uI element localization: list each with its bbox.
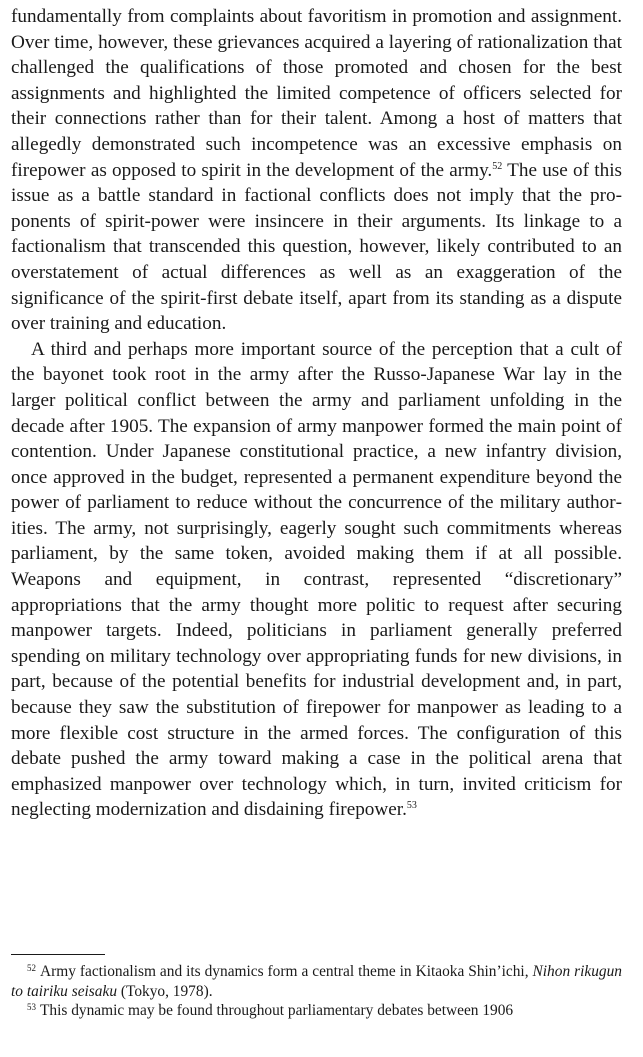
footnote-52-book-title: Nihon rikugun to tairiku seisaku [11, 963, 622, 1000]
footnote-53-number: 53 [27, 1002, 36, 1013]
note-reference-52[interactable]: 52 [492, 160, 503, 172]
paragraph-1-continuation: The use of this issue as a battle standard in factional conflicts does not imply that the proponents of spirit-power were insincere in their arguments. Its linkage to a factionalism that transcended this question, however, likely contributed to an overstatement of actual differences as well as an exaggeration of the significance of the spirit-first debate itself, apart from its standing as a dispute over training and education. [11, 159, 622, 335]
page-body [11, 4, 622, 823]
body-paragraph-2 [11, 337, 622, 823]
footnote-52-number: 52 [27, 963, 36, 973]
footnote-52-citation: (Tokyo, 1978). [117, 982, 213, 1000]
footnote-52 [11, 962, 622, 1001]
body-paragraph-1 [11, 4, 622, 337]
footnotes [11, 962, 622, 1021]
footnote-52-text: Army factionalism and its dynamics form a central theme in Kitaoka Shin’ichi, [40, 963, 533, 980]
footnote-53 [11, 1001, 622, 1021]
footnote-separator [11, 954, 105, 955]
paragraph-2-text: A third and perhaps more important source of the perception that a cult of the bayonet took root in the army after the Russo-Japanese War lay in the larger political conflict between the army and parliament unfolding in the decade after 1905. The expansion of army manpower formed the main point of contention. Under Japanese constitutional practice, a new infantry division, once approved in the budget, represented a permanent expenditure beyond the power of parliament to reduce without the concurrence of the military authorities. The army, not surprisingly, eagerly sought such commitments whereas parliament, by the same token, avoided making them if at all possible. Weapons and equipment, in contrast, represented “discretionary” appropriations that the army thought more politic to request after securing manpower targets. Indeed, politicians in parliament generally preferred spending on military technology over appropriating funds for new divisions, in part, because of the potential benefits for industrial development and, in part, because they saw the substitution of firepower for manpower as leading to a more flexible cost structure in the armed forces. The configuration of this debate pushed the army toward making a case in the political arena that emphasized manpower over technology which, in turn, invited criticism for neglecting modernization and disdaining firepower. [11, 338, 622, 821]
paragraph-1-text: fundamentally from complaints about favoritism in promotion and assignment. Over time, however, these grievances acquired a layering of rationalization that challenged the qualifications of those promoted and chosen for the best assignments and highlighted the limited competence of officers selected for their connections rather than for their talent. Among a host of matters that allegedly demonstrated such incompetence was an excessive emphasis on firepower as opposed to spirit in the development of the army. [11, 6, 622, 181]
footnote-53-text: This dynamic may be found throughout parliamentary debates between 1906 [40, 1002, 514, 1020]
note-reference-53[interactable]: 53 [406, 800, 417, 812]
